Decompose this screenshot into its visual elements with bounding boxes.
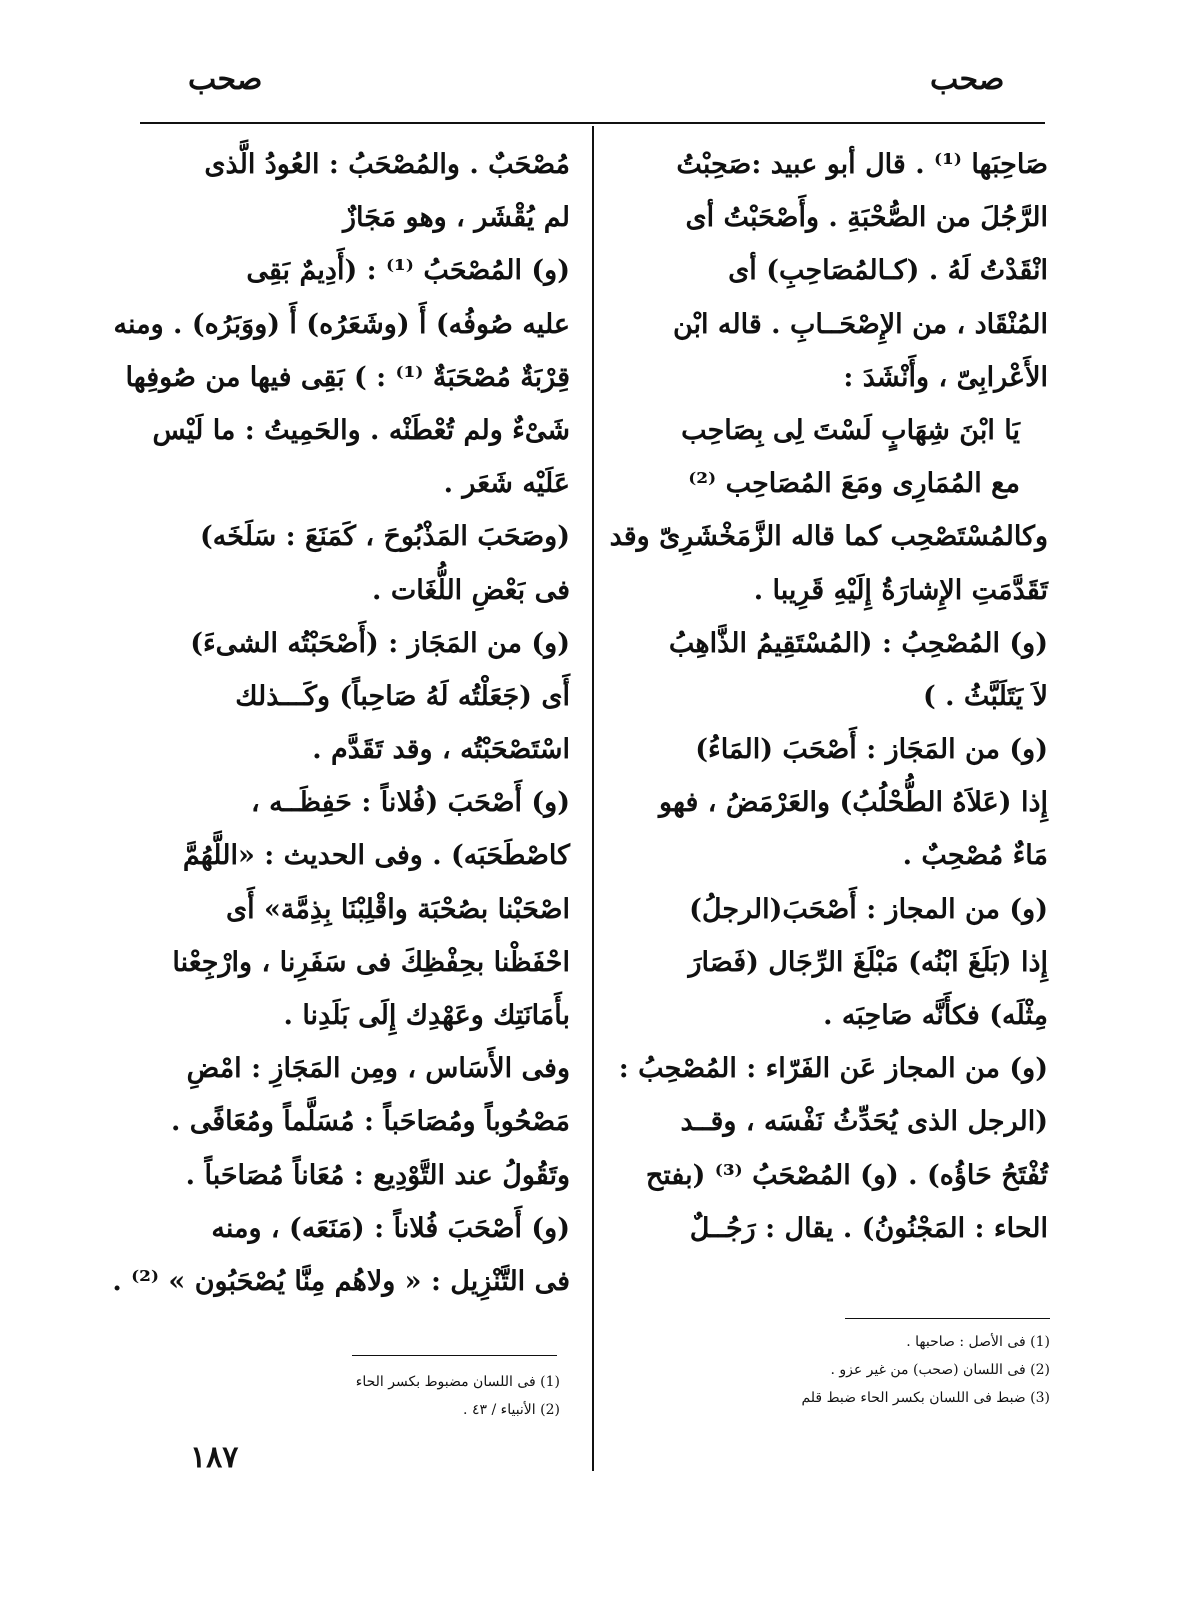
text-line: وكالمُسْتَصْحِب كما قاله الزَّمَخْشَرِىّ وقد [609, 521, 1048, 553]
text-line: (و) المُصْحِبُ : (المُسْتَقِيمُ الذَّاهِبُ [668, 627, 1048, 659]
text-line: وتَقُولُ عند التَّوْدِيع : مُعَاناً مُصَاحَباً . [185, 1159, 570, 1191]
text-line: وفى الأَسَاس ، ومِن المَجَازِ : امْضِ [186, 1053, 570, 1085]
text-line: (و) من المجاز : أَصْحَبَ(الرجلُ) [689, 893, 1048, 925]
text-line: أَى (جَعَلْتُه لَهُ صَاحِباً) وكَـــذلك [235, 680, 570, 712]
verse-line: يَا ابْنَ شِهَابٍ لَسْتَ لِى بِصَاحِب [681, 414, 1020, 446]
header-rule [140, 122, 1045, 124]
text-line: اصْحَبْنا بصُحْبَة واقْلِبْنَا بِذِمَّة» أَى [226, 893, 570, 925]
text-line: (و) أَصْحَبَ (فُلاناً : حَفِظَــه ، [251, 787, 570, 819]
running-header-left: صحب [188, 62, 263, 97]
running-header-right: صحب [930, 62, 1005, 97]
left-column [112, 138, 570, 1308]
text-line: (و) من المَجَاز : (أَصْحَبْتُه الشىءَ) [190, 627, 570, 659]
text-line: لاَ يَتَلَبَّثُ . ) [922, 680, 1048, 712]
text-line: إِذا (عَلاَهُ الطُّحْلُبُ) والعَرْمَضُ ، فهو [659, 787, 1048, 819]
column-divider [592, 126, 594, 1471]
text-line: مَاءٌ مُصْحِبٌ . [902, 840, 1048, 872]
text-line: تُفْتَحُ حَاؤُه) . (و) المُصْحَبُ ⁽³⁾ (بفتح [645, 1159, 1048, 1191]
text-line: إِذا (بَلَغَ ابْنُه) مَبْلَغَ الرِّجَال (فَصَارَ [688, 946, 1048, 978]
text-line: (الرجل الذى يُحَدِّثُ نَفْسَه ، وقــد [680, 1106, 1048, 1138]
text-line: (وصَحَبَ المَذْبُوحَ ، كَمَنَعَ : سَلَخَه) [200, 521, 570, 553]
footnotes-right [690, 1328, 1050, 1412]
footnote-rule-right [845, 1318, 1050, 1319]
text-line: احْفَظْنا بحِفْظِكَ فى سَفَرِنا ، وارْجِعْنا [172, 946, 570, 978]
text-line: (و) أَصْحَبَ فُلاناً : (مَنَعَه) ، ومنه [211, 1212, 570, 1244]
text-line: المُنْقَاد ، من الإِصْحَــابِ . قاله ابْن [672, 308, 1048, 340]
text-line: مَصْحُوباً ومُصَاحَباً : مُسَلَّماً ومُعَافًى . [170, 1106, 570, 1138]
text-line: (و) من المجاز عَن الفَرّاء : المُصْحِبُ : [618, 1053, 1048, 1085]
footnote: (1) فى اللسان مضبوط بكسر الحاء [355, 1374, 560, 1390]
text-line: عليه صُوفُه) أَ (وشَعَرُه) أَ (ووَبَرُه) . ومنه [113, 308, 570, 340]
text-line: لم يُقْشَر ، وهو مَجَازٌ [342, 202, 570, 234]
text-line: الرَّجُلَ من الصُّحْبَةِ . وأَصْحَبْتُ أى [685, 202, 1048, 234]
text-line: (و) من المَجَاز : أَصْحَبَ (المَاءُ) [695, 734, 1048, 766]
text-line: شَىْءٌ ولم تُعْطَنْه . والحَمِيتُ : ما لَيْس [152, 414, 570, 446]
footnote: (1) فى الأصل : صاحبها . [906, 1334, 1050, 1350]
text-line: (و) المُصْحَبُ ⁽¹⁾ : (أَدِيمٌ بَقِى [246, 255, 570, 287]
text-line: الحاء : المَجْنُونُ) . يقال : رَجُــلٌ [689, 1212, 1048, 1244]
text-line: تَقَدَّمَتِ الإِشارَةُ إِلَيْهِ قَرِيبا . [753, 574, 1048, 606]
text-line: بأَمَانَتِك وعَهْدِك إِلَى بَلَدِنا . [283, 1000, 570, 1031]
footnote: (3) ضبط فى اللسان بكسر الحاء ضبط قلم [801, 1390, 1050, 1406]
text-line: فى التَّنْزِيل : « ولاهُم مِنَّا يُصْحَبُون » ⁽²⁾ . [112, 1265, 570, 1297]
text-line: صَاحِبَها ⁽¹⁾ . قال أبو عبيد :صَحِبْتُ [676, 149, 1048, 180]
text-line: فى بَعْضِ اللُّغَات . [372, 574, 570, 606]
text-line: كاصْطَحَبَه) . وفى الحديث : «اللَّهُمَّ [182, 840, 570, 872]
footnote: (2) فى اللسان (صحب) من غير عزو . [830, 1362, 1050, 1378]
page-number: ١٨٧ [190, 1440, 239, 1475]
text-line: اسْتَصْحَبْتُه ، وقد تَقَدَّم . [312, 734, 570, 766]
footnotes-left [250, 1368, 560, 1424]
text-line: مُصْحَبٌ . والمُصْحَبُ : العُودُ الَّذى [204, 149, 570, 180]
footnote-rule-left [352, 1355, 557, 1356]
text-line: الأَعْرابِىّ ، وأَنْشَدَ : [843, 361, 1048, 393]
footnote: (2) الأنبياء / ٤٣ . [463, 1402, 560, 1418]
text-line: قِرْبَةٌ مُصْحَبَةٌ ⁽¹⁾ : ) بَقِى فيها من صُوفِها [125, 361, 570, 393]
text-line: عَلَيْه شَعَر . [443, 468, 570, 500]
verse-line: مع المُمَارِى ومَعَ المُصَاحِب ⁽²⁾ [688, 468, 1020, 500]
right-column [609, 138, 1048, 1255]
text-line: انْقَدْتُ لَهُ . (كـالمُصَاحِبِ) أى [728, 255, 1048, 287]
text-line: مِثْلَه) فكأَنَّه صَاحِبَه . [823, 1000, 1048, 1031]
